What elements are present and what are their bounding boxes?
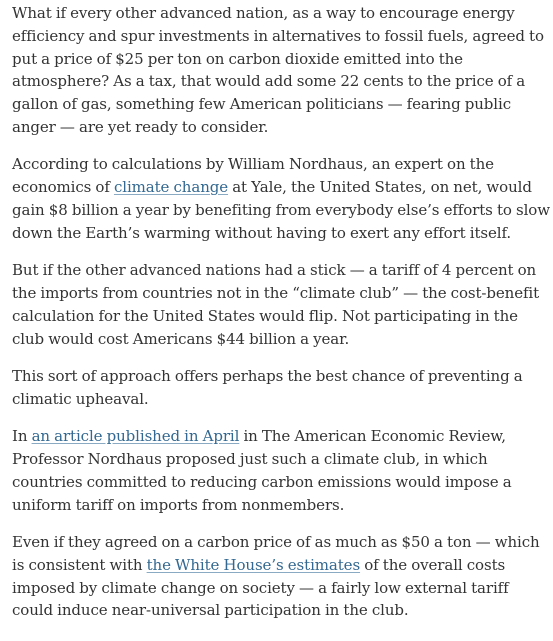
paragraph-2-text-after: at Yale, the United States, on net, would gain $8 billion a year by benefiting from everybody else’s efforts to slow down the Earth’s warming without having to exert any effort itself. <box>12 178 550 242</box>
paragraph-2 <box>12 153 552 244</box>
paragraph-4 <box>12 365 552 411</box>
paragraph-4-text: This sort of approach offers perhaps the best chance of preventing a climatic upheaval. <box>12 366 523 408</box>
paragraph-1-text: What if every other advanced nation, as a way to encourage energy efficiency and spur investments in alternatives to fossil fuels, agreed to put a price of $25 per ton on carbon dioxide emitted into the atmosphere? As a tax, that would add some 22 cents to the price of a gallon of gas, something few American politicians — fearing public anger — are yet ready to consider. <box>12 4 544 136</box>
paragraph-1 <box>12 2 552 139</box>
paragraph-5 <box>12 425 552 516</box>
white-house-estimates-link[interactable]: the White House’s estimates <box>146 555 361 574</box>
paragraph-5-text-after: in The American Economic Review, Professor Nordhaus proposed just such a climate club, in which countries committed to reducing carbon emissions would impose a uniform tariff on imports from nonmembers. <box>12 427 512 514</box>
paragraph-3-text: But if the other advanced nations had a stick — a tariff of 4 percent on the imports from countries not in the “climate club” — the cost-benefit calculation for the United States would flip. Not participating in the club would cost Americans $44 billion a year. <box>12 261 540 348</box>
article-published-in-april-link[interactable]: an article published in April <box>31 427 240 446</box>
paragraph-6-text-before: Even if they agreed on a carbon price of as much as $50 a ton — which is consistent with <box>12 532 540 574</box>
paragraph-6 <box>12 531 552 622</box>
climate-change-link[interactable]: climate change <box>113 178 229 197</box>
paragraph-6-text-after: of the overall costs imposed by climate change on society — a fairly low external tariff could induce near-universal participation in the club. <box>12 555 509 620</box>
paragraph-2-text-before: According to calculations by William Nordhaus, an expert on the economics of <box>12 155 494 197</box>
paragraph-3 <box>12 259 552 350</box>
paragraph-5-text-before: In <box>12 427 32 446</box>
article-body <box>12 0 552 622</box>
